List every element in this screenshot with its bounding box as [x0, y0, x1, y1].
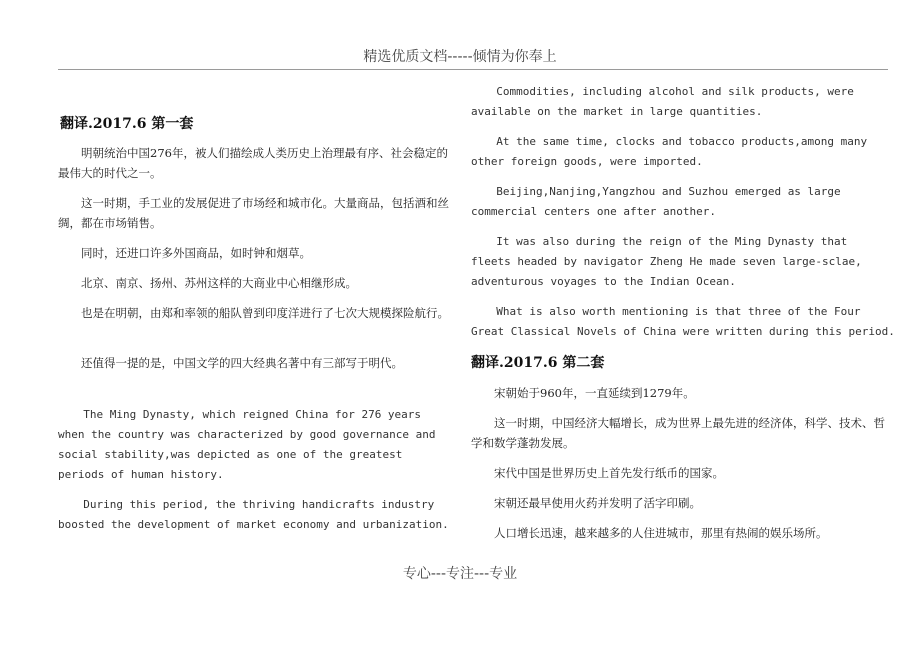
section-heading-set-two: 翻译.2017.6 第二套 [471, 355, 605, 371]
page-footer: 专心---专注---专业 [402, 566, 518, 582]
page-header: 精选优质文档-----倾情为你奉上 [363, 49, 557, 65]
chinese-paragraph: 宋朝始于960年，一直延续到1279年。 [494, 386, 695, 400]
chinese-paragraph: 也是在明朝，由郑和率领的船队曾到印度洋进行了七次大规模探险航行。 [81, 306, 449, 320]
section-heading-set-one: 翻译.2017.6 第一套 [60, 116, 194, 132]
chinese-paragraph: 宋代中国是世界历史上首先发行纸币的国家。 [494, 466, 724, 480]
english-paragraph: Commodities, including alcohol and silk products, were available on the market in large quantities. [471, 85, 854, 118]
english-paragraph: At the same time, clocks and tobacco products,among many other foreign goods, were imported. [471, 135, 868, 168]
header-divider [58, 69, 888, 70]
chinese-paragraph: 人口增长迅速，越来越多的人住进城市，那里有热闹的娱乐场所。 [494, 526, 828, 540]
chinese-paragraph: 还值得一提的是，中国文学的四大经典名著中有三部写于明代。 [81, 356, 403, 370]
chinese-paragraph: 这一时期，中国经济大幅增长，成为世界上最先进的经济体，科学、技术、哲学和数学蓬勃发展。 [471, 416, 885, 450]
chinese-paragraph: 这一时期，手工业的发展促进了市场经和城市化。大量商品，包括酒和丝绸，都在市场销售。 [58, 196, 449, 230]
english-paragraph: During this period, the thriving handicrafts industry boosted the development of market economy and urbanization. [58, 498, 449, 531]
chinese-paragraph: 北京、南京、扬州、苏州这样的大商业中心相继形成。 [81, 276, 357, 290]
english-paragraph: Beijing,Nanjing,Yangzhou and Suzhou emerged as large commercial centers one after another. [471, 185, 841, 218]
english-paragraph: It was also during the reign of the Ming Dynasty that fleets headed by navigator Zheng He made seven large-sclae, adventurous voyages to the Indian Ocean. [471, 235, 862, 288]
chinese-paragraph: 明朝统治中国276年，被人们描绘成人类历史上治理最有序、社会稳定的最伟大的时代之一。 [58, 146, 448, 180]
english-paragraph: The Ming Dynasty, which reigned China for 276 years when the country was characterized by good governance and social stability,was depicted as one of the greatest periods of human history. [58, 408, 436, 481]
english-paragraph: What is also worth mentioning is that three of the Four Great Classical Novels of China were written during this period. [471, 305, 895, 338]
chinese-paragraph: 宋朝还最早使用火药并发明了活字印刷。 [494, 496, 701, 510]
chinese-paragraph: 同时，还进口许多外国商品，如时钟和烟草。 [81, 246, 311, 260]
